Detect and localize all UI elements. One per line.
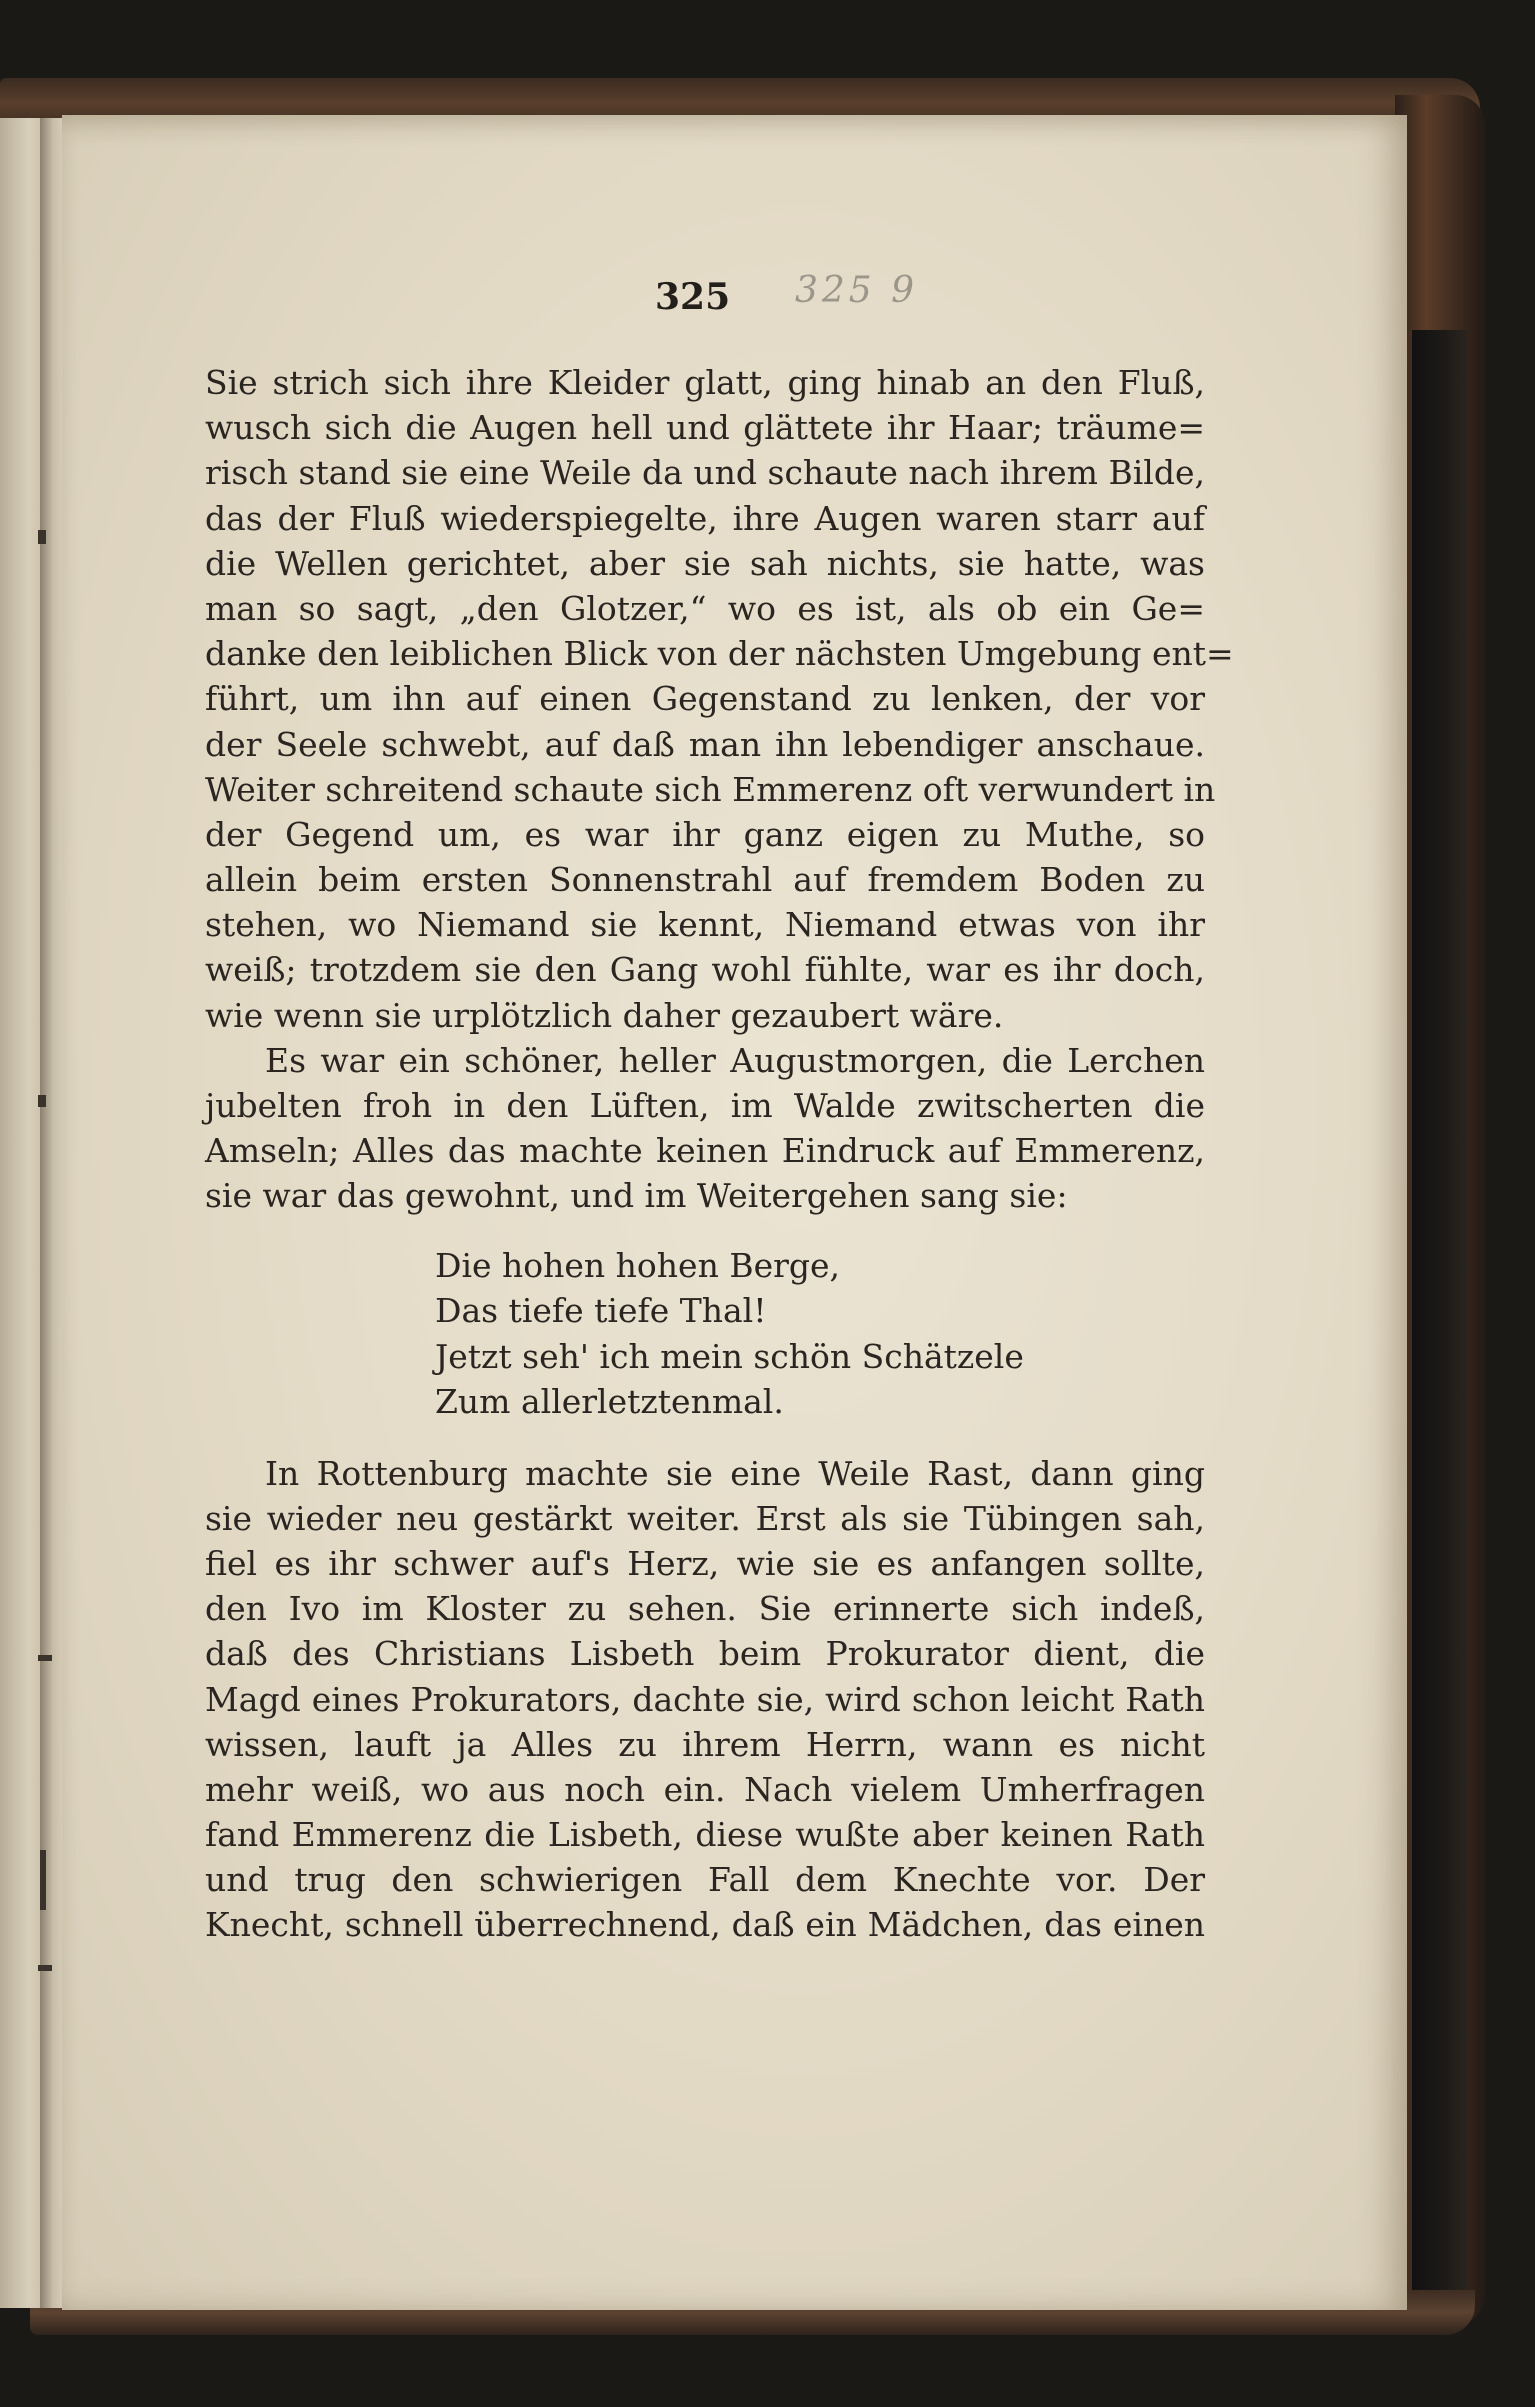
verse-line: Die hohen hohen Berge, (435, 1245, 841, 1285)
text-line: In Rottenburg machte sie eine Weile Rast, dann ging (265, 1453, 1205, 1493)
text-line: den Ivo im Kloster zu sehen. Sie erinnerte sich indeß, (205, 1589, 1205, 1629)
paragraph-1 (205, 360, 1234, 1038)
text-line: fand Emmerenz die Lisbeth, diese wußte aber keinen Rath (205, 1815, 1205, 1855)
text-line: der Gegend um, es war ihr ganz eigen zu Muthe, so (205, 814, 1205, 854)
text-line: die Wellen gerichtet, aber sie sah nichts, sie hatte, was (205, 543, 1205, 583)
text-line: Magd eines Prokurators, dachte sie, wird schon leicht Rath (205, 1679, 1205, 1719)
text-line: Weiter schreitend schaute sich Emmerenz oft verwundert in (205, 769, 1216, 809)
text-line: wissen, lauft ja Alles zu ihrem Herrn, wann es nicht (205, 1724, 1205, 1764)
text-line: fiel es ihr schwer auf's Herz, wie sie es anfangen sollte, (205, 1543, 1205, 1583)
text-line: mehr weiß, wo aus noch ein. Nach vielem Umherfragen (205, 1769, 1205, 1809)
text-line: und trug den schwierigen Fall dem Knechte vor. Der (205, 1860, 1205, 1900)
text-line: man so sagt, „den Glotzer,“ wo es ist, als ob ein Ge= (205, 588, 1205, 628)
verse-line: Das tiefe tiefe Thal! (435, 1291, 767, 1331)
paragraph-3 (205, 1451, 1205, 1948)
book-spine-shadow (1412, 330, 1467, 2290)
text-line: Amseln; Alles das machte keinen Eindruck auf Emmerenz, (205, 1131, 1205, 1171)
verse-line: Jetzt seh' ich mein schön Schätzele (435, 1336, 1024, 1376)
text-line: daß des Christians Lisbeth beim Prokurator dient, die (205, 1634, 1205, 1674)
text-line: sie war das gewohnt, und im Weitergehen sang sie: (205, 1176, 1068, 1216)
text-line: der Seele schwebt, auf daß man ihn lebendiger anschaue. (205, 724, 1205, 764)
page-text (205, 360, 1234, 1948)
text-line: das der Fluß wiederspiegelte, ihre Augen waren starr auf (205, 498, 1205, 538)
text-line: wie wenn sie urplötzlich daher gezaubert wäre. (205, 995, 1004, 1035)
pencil-annotation: 325 9 (795, 270, 919, 311)
text-line: stehen, wo Niemand sie kennt, Niemand etwas von ihr (205, 905, 1205, 945)
paragraph-2 (205, 1038, 1205, 1219)
text-line: führt, um ihn auf einen Gegenstand zu lenken, der vor (205, 679, 1205, 719)
text-line: jubelten froh in den Lüften, im Walde zwitscherten die (205, 1086, 1205, 1125)
text-line: weiß; trotzdem sie den Gang wohl fühlte, war es ihr doch, (205, 950, 1205, 990)
text-line: allein beim ersten Sonnenstrahl auf fremdem Boden zu (205, 860, 1205, 900)
text-line: Es war ein schöner, heller Augustmorgen, die Lerchen (265, 1040, 1205, 1080)
text-line: Sie strich sich ihre Kleider glatt, ging hinab an den Fluß, (205, 363, 1205, 402)
text-line: wusch sich die Augen hell und glättete ihr Haar; träume= (205, 408, 1205, 448)
song-verse (205, 1243, 1205, 1425)
page-number: 325 (655, 276, 731, 318)
text-line: danke den leiblichen Blick von der nächsten Umgebung ent= (205, 634, 1234, 674)
verse-line: Zum allerletztenmal. (435, 1382, 784, 1422)
text-line: sie wieder neu gestärkt weiter. Erst als sie Tübingen sah, (205, 1498, 1205, 1538)
text-line: Knecht, schnell überrechnend, daß ein Mädchen, das einen (205, 1905, 1205, 1945)
text-line: risch stand sie eine Weile da und schaute nach ihrem Bilde, (205, 453, 1205, 493)
